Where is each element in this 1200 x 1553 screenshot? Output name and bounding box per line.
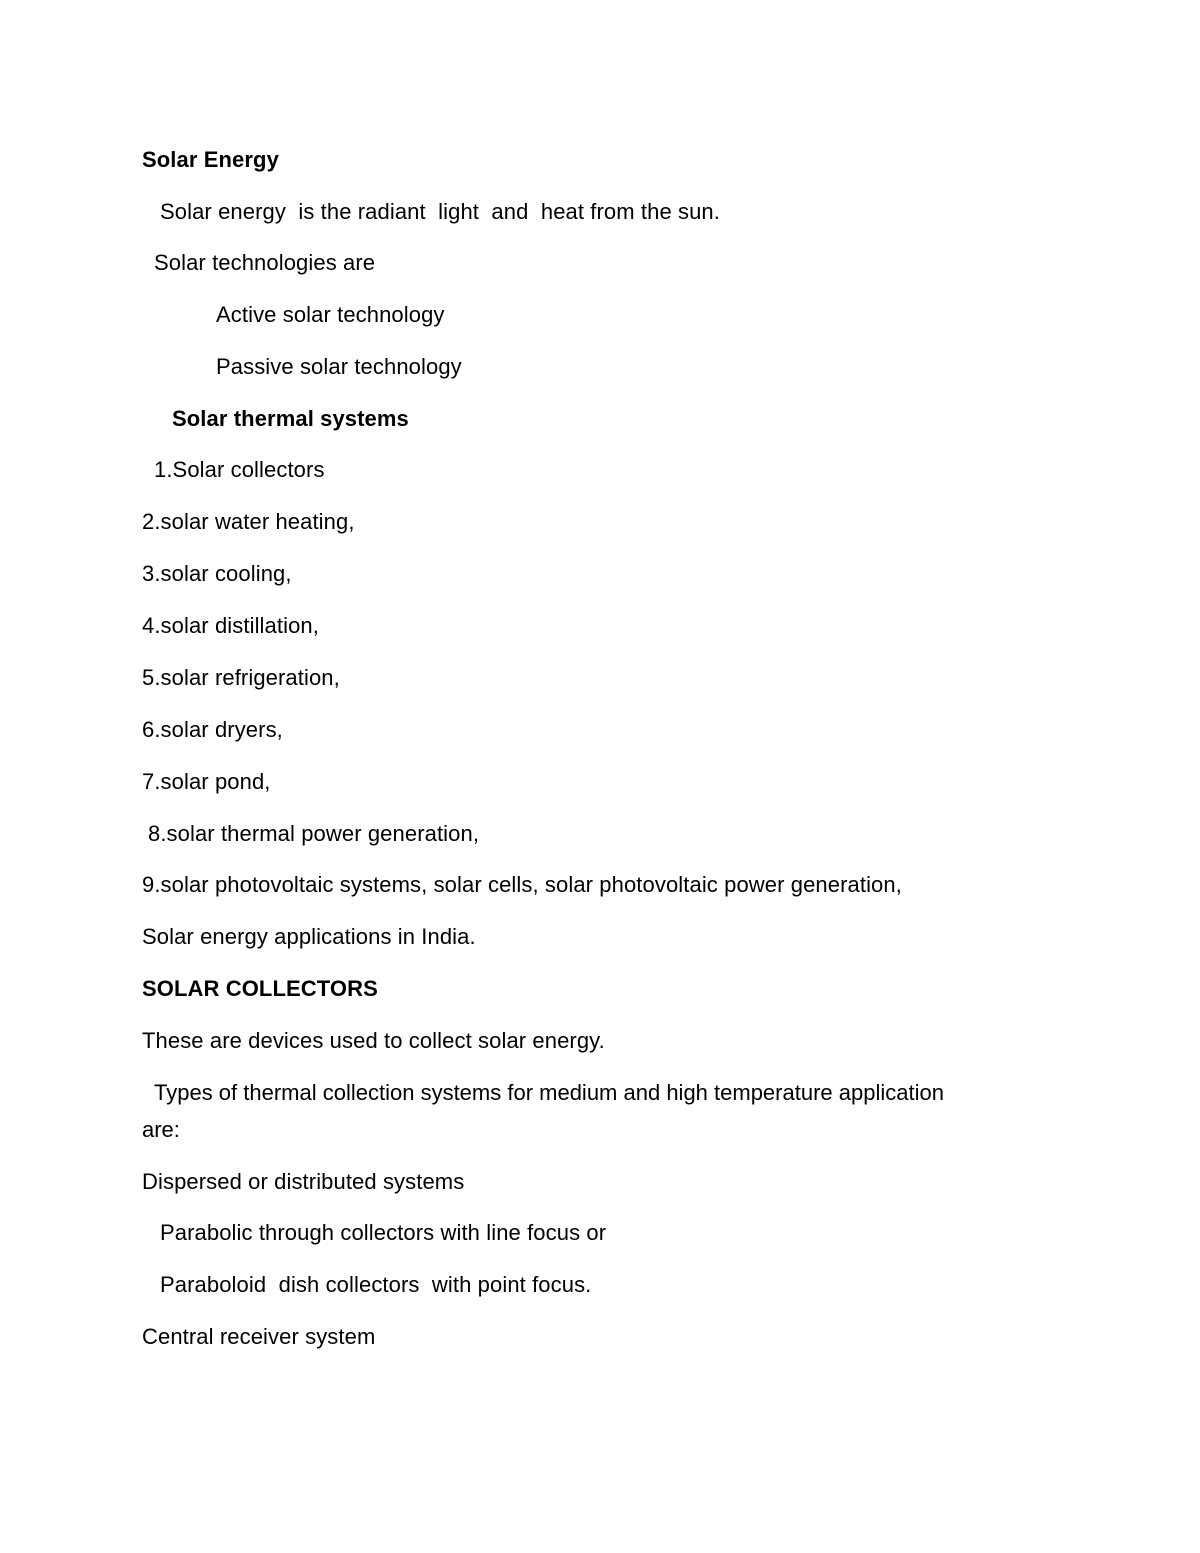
- heading-thermal-systems: Solar thermal systems: [172, 406, 409, 431]
- thermal-list-item: 4.solar distillation,: [142, 613, 319, 638]
- dispersed-heading: Dispersed or distributed systems: [142, 1169, 465, 1194]
- heading-solar-energy: Solar Energy: [142, 147, 279, 172]
- technology-item: Passive solar technology: [216, 354, 462, 379]
- collectors-intro: These are devices used to collect solar energy.: [142, 1028, 605, 1053]
- intro-text: Solar energy is the radiant light and heat from the sun.: [160, 199, 720, 224]
- types-paragraph: Types of thermal collection systems for medium and high temperature application are:: [142, 1080, 944, 1142]
- technologies-lead: Solar technologies are: [154, 250, 376, 275]
- heading-solar-collectors: SOLAR COLLECTORS: [142, 976, 378, 1001]
- thermal-list-item: 7.solar pond,: [142, 769, 271, 794]
- thermal-list-item: 9.solar photovoltaic systems, solar cells, solar photovoltaic power generation,: [142, 872, 902, 897]
- applications-line: Solar energy applications in India.: [142, 924, 476, 949]
- technology-item: Active solar technology: [216, 302, 445, 327]
- thermal-list-item: 5.solar refrigeration,: [142, 665, 340, 690]
- thermal-list-item: 2.solar water heating,: [142, 509, 355, 534]
- thermal-list-item: 3.solar cooling,: [142, 561, 292, 586]
- thermal-list-item: 1.Solar collectors: [154, 457, 325, 482]
- central-receiver-line: Central receiver system: [142, 1324, 376, 1349]
- dispersed-item: Paraboloid dish collectors with point focus.: [160, 1272, 592, 1297]
- thermal-list-item: 8.solar thermal power generation,: [148, 821, 480, 846]
- thermal-list-item: 6.solar dryers,: [142, 717, 283, 742]
- dispersed-item: Parabolic through collectors with line focus or: [160, 1220, 607, 1245]
